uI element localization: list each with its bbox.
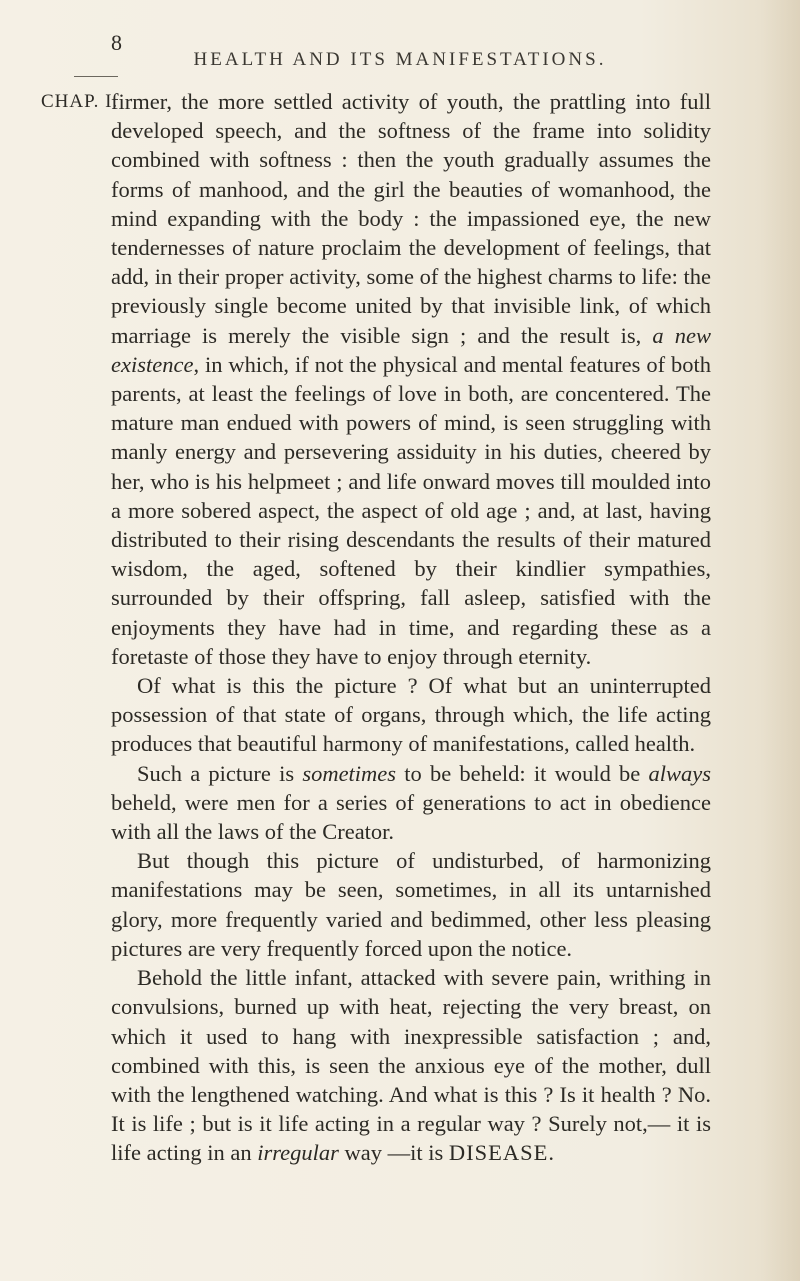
italic-text: irregular [257, 1140, 339, 1166]
text-run: Such a picture is [137, 760, 303, 786]
paragraph [111, 671, 711, 759]
text-run: way —it is [338, 1140, 449, 1166]
text-run: Of what is this the picture ? Of what but an uninterrupted possession of that state of organs, through which, the life acting produces that beautiful harmony of manifestations, called health. [111, 673, 711, 757]
text-run: But though this picture of undisturbed, of harmonizing manifestations may be seen, sometimes, in all its untarnished glory, more frequently varied and bedimmed, other less pleasing pictures are very frequently forced upon the notice. [111, 848, 711, 961]
text-run: to be beheld: it would be [396, 760, 649, 786]
paragraph [111, 87, 711, 671]
chapter-rule [74, 76, 118, 77]
text-run: , in which, if not the physical and mental features of both parents, at least the feelings of love in both, are concentered. The mature man endued with powers of mind, is seen struggling with manly energy and persevering assiduity in his duties, cheered by her, who is his helpmeet ; and life onward moves till moulded into a more sobered aspect, the aspect of old age ; and, at last, having distributed to their rising descendants the results of their matured wisdom, the aged, softened by their kindlier sympathies, surrounded by their offspring, fall asleep, satisfied with the enjoyments they have had in time, and regarding these as a foretaste of those they have to enjoy through eternity. [111, 351, 711, 669]
paragraph [111, 846, 711, 963]
running-head: HEALTH AND ITS MANIFESTATIONS. [193, 49, 607, 70]
italic-text: always [648, 760, 712, 786]
italic-text: sometimes [302, 760, 397, 786]
paragraph [111, 963, 711, 1167]
body-text [111, 87, 711, 1168]
paragraph [111, 759, 711, 847]
chapter-label: CHAP. I. [41, 91, 119, 112]
italic-text: a new existence [111, 322, 712, 377]
small-caps-text: DISEASE. [448, 1140, 556, 1166]
text-run: beheld, were men for a series of generations to act in obedience with all the laws of the Creator. [111, 789, 711, 845]
text-run: Behold the little infant, attacked with severe pain, writhing in convulsions, burned up with heat, rejecting the very breast, on which it used to hang with inexpressible satisfaction ; and, combined with this, is seen the anxious eye of the mother, dull with the lengthened watching. And what is this ? Is it health ? No. It is life ; but is it life acting in a regular way ? Surely not,— it is life acting in an [111, 965, 711, 1166]
page-number: 8 [111, 30, 122, 55]
text-run: firmer, the more settled activity of youth, the prattling into full developed speech, and the softness of the frame into solidity combined with softness : then the youth gradually assumes the forms of manhood, and the girl the beauties of womanhood, the mind expanding with the body : the impassioned eye, the new tendernesses of nature proclaim the development of feelings, that add, in their proper activity, some of the highest charms to life: the previously single become united by that invisible link, of which marriage is merely the visible sign ; and the result is, [111, 89, 711, 348]
